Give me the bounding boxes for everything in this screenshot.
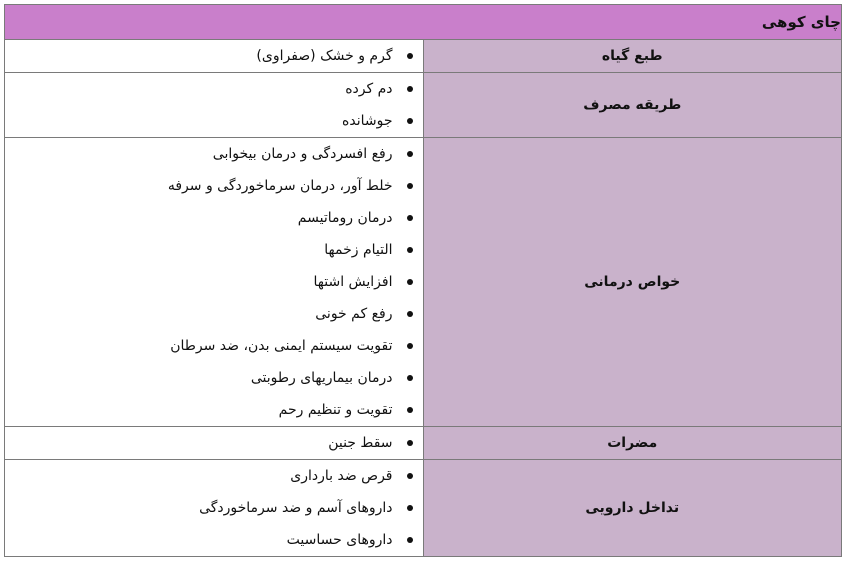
row-content-side-effects — [5, 427, 424, 460]
table-title: چای کوهی — [5, 5, 842, 40]
herb-info-table — [4, 4, 842, 557]
list-item: جوشانده — [5, 105, 423, 137]
row-content-interactions — [5, 460, 424, 557]
row-label-side-effects: مضرات — [423, 427, 842, 460]
row-properties — [5, 138, 842, 427]
list-item: سقط جنین — [5, 427, 423, 459]
row-label-nature: طبع گیاه — [423, 40, 842, 73]
row-nature — [5, 40, 842, 73]
row-content-nature — [5, 40, 424, 73]
list-item: داروهای آسم و ضد سرماخوردگی — [5, 492, 423, 524]
list-item: گرم و خشک (صفراوی) — [5, 40, 423, 72]
row-label-properties: خواص درمانی — [423, 138, 842, 427]
list-item: رفع افسردگی و درمان بیخوابی — [5, 138, 423, 170]
row-content-usage — [5, 73, 424, 138]
list-item: درمان بیماریهای رطوبتی — [5, 362, 423, 394]
list-item: خلط آور، درمان سرماخوردگی و سرفه — [5, 170, 423, 202]
row-side-effects — [5, 427, 842, 460]
list-item: التیام زخمها — [5, 234, 423, 266]
list-item: قرص ضد بارداری — [5, 460, 423, 492]
row-interactions — [5, 460, 842, 557]
list-item: دم کرده — [5, 73, 423, 105]
list-item: درمان روماتیسم — [5, 202, 423, 234]
row-label-interactions: تداخل دارویی — [423, 460, 842, 557]
list-item: افزایش اشتها — [5, 266, 423, 298]
list-item: رفع کم خونی — [5, 298, 423, 330]
list-item: تقویت سیستم ایمنی بدن، ضد سرطان — [5, 330, 423, 362]
row-content-properties — [5, 138, 424, 427]
list-item: داروهای حساسیت — [5, 524, 423, 556]
row-label-usage: طریقه مصرف — [423, 73, 842, 138]
row-usage — [5, 73, 842, 138]
list-item: تقویت و تنظیم رحم — [5, 394, 423, 426]
